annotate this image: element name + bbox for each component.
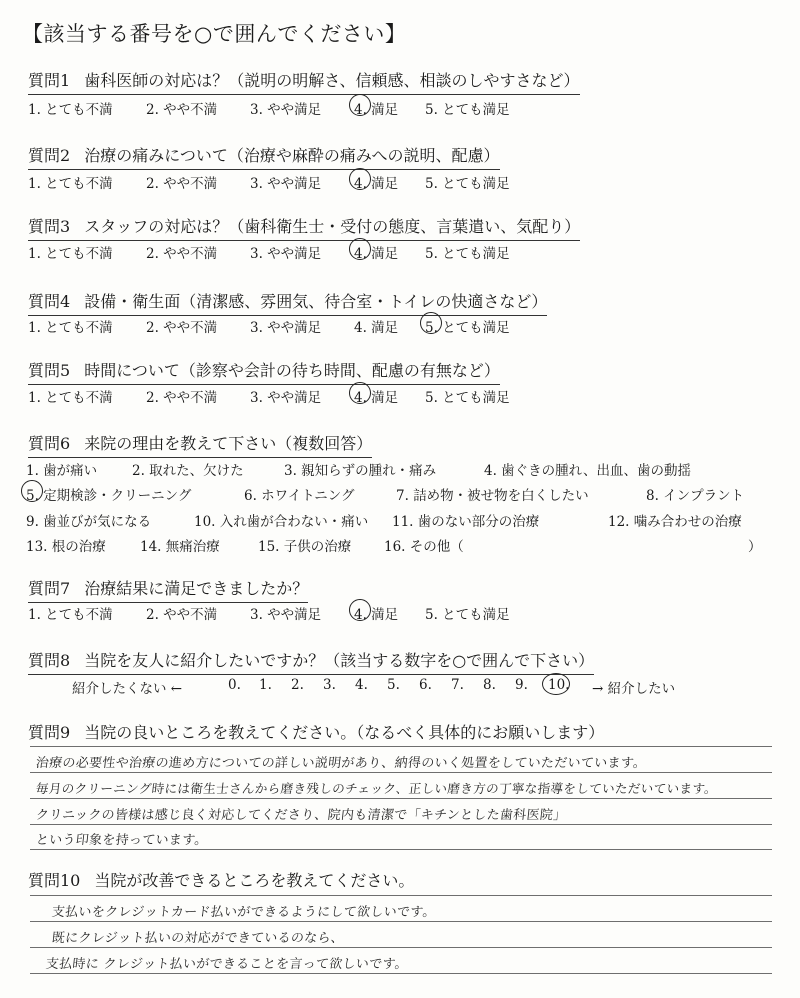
q8-scale-7[interactable]: 7. (451, 677, 464, 693)
q8-scale-1[interactable]: 1. (259, 677, 272, 693)
q3-option-5[interactable]: 5. とても満足 (425, 246, 510, 262)
q3-option-1[interactable]: 1. とても不満 (28, 246, 113, 262)
q6-option-13[interactable]: 13. 根の治療 (26, 539, 106, 555)
q6-option-9[interactable]: 9. 歯並びが気になる (26, 514, 152, 530)
q8-scale-0[interactable]: 0. (228, 677, 241, 693)
q10-title: 質問10 当院が改善できるところを教えてください。 (28, 871, 415, 890)
selection-circle (542, 673, 570, 695)
q9-answer-line-1: 治療の必要性や治療の進め方についての詳しい説明があり、納得のいく処置をしていただいています。 (35, 756, 648, 771)
q8-left-label: 紹介したくない ← (72, 681, 183, 697)
q4-option-2[interactable]: 2. やや不満 (146, 320, 218, 336)
q6-row-2 (26, 484, 786, 504)
q8-title: 質問8 当院を友人に紹介したいですか？（該当する数字を○で囲んで下さい） (28, 648, 594, 675)
q6-option-5[interactable]: 5. 定期検診・クリーニング (26, 484, 191, 504)
q10-answer-line-3: 支払時に クレジット払いができることを言って欲しいです。 (45, 957, 409, 972)
answer-line (30, 973, 772, 974)
q2-option-1[interactable]: 1. とても不満 (28, 176, 113, 192)
q7-option-1[interactable]: 1. とても不満 (28, 607, 113, 623)
q3-option-4[interactable]: 4. 満足 (354, 242, 398, 262)
selection-circle (420, 312, 442, 334)
q5-option-1[interactable]: 1. とても不満 (28, 390, 113, 406)
answer-line (30, 895, 772, 896)
q10-answer-line-1: 支払いをクレジットカード払いができるようにして欲しいです。 (51, 905, 437, 920)
q7-option-3[interactable]: 3. やや満足 (250, 607, 322, 623)
q8-scale-8[interactable]: 8. (483, 677, 496, 693)
q2-option-3[interactable]: 3. やや満足 (250, 176, 322, 192)
q1-option-2[interactable]: 2. やや不満 (146, 102, 218, 118)
q6-title: 質問6 来院の理由を教えて下さい（複数回答） (28, 431, 372, 458)
q9-answer-line-2: 毎月のクリーニング時には衛生士さんから磨き残しのチェック、正しい磨き方の丁寧な指導をしていただいています。 (35, 781, 718, 796)
q5-option-3[interactable]: 3. やや満足 (250, 390, 322, 406)
q2-option-4[interactable]: 4. 満足 (354, 172, 398, 192)
q1-option-1[interactable]: 1. とても不満 (28, 102, 113, 118)
q1-option-5[interactable]: 5. とても満足 (425, 102, 510, 118)
q1-option-3[interactable]: 3. やや満足 (250, 102, 322, 118)
q4-option-4[interactable]: 4. 満足 (354, 320, 399, 336)
q7-option-4[interactable]: 4. 満足 (354, 603, 398, 623)
q6-option-16[interactable]: 16. その他（ (384, 539, 464, 555)
answer-line (30, 746, 772, 747)
selection-circle (349, 94, 371, 116)
answer-line (30, 772, 772, 773)
q8-scale (72, 677, 712, 697)
answer-line (30, 921, 772, 922)
q2-options (28, 172, 588, 192)
q3-option-3[interactable]: 3. やや満足 (250, 246, 322, 262)
q8-scale-5[interactable]: 5. (387, 677, 400, 693)
selection-circle (349, 238, 371, 260)
q5-option-2[interactable]: 2. やや不満 (146, 390, 218, 406)
q1-title: 質問1 歯科医師の対応は？（説明の明解さ、信頼感、相談のしやすさなど） (28, 68, 580, 95)
q6-row-4 (26, 535, 786, 555)
q6-other-close-paren: ） (748, 539, 762, 555)
q8-right-label: → 紹介したい (592, 681, 676, 697)
q1-options (28, 98, 588, 118)
selection-circle (349, 168, 371, 190)
q6-option-4[interactable]: 4. 歯ぐきの腫れ、出血、歯の動揺 (484, 463, 691, 479)
q9-answer-line-3: クリニックの皆様は感じ良く対応してくださり、院内も清潔で「キチンとした歯科医院」 (35, 808, 568, 823)
q6-option-3[interactable]: 3. 親知らずの腫れ・痛み (284, 463, 437, 479)
q5-options (28, 386, 588, 406)
q6-option-15[interactable]: 15. 子供の治療 (258, 539, 352, 555)
q8-scale-2[interactable]: 2. (291, 677, 304, 693)
q1-option-4[interactable]: 4. 満足 (354, 98, 398, 118)
q4-option-5[interactable]: 5. とても満足 (425, 316, 510, 336)
answer-line (30, 947, 772, 948)
q4-option-1[interactable]: 1. とても不満 (28, 320, 113, 336)
q7-option-2[interactable]: 2. やや不満 (146, 607, 218, 623)
q7-title: 質問7 治療結果に満足できましたか？ (28, 576, 308, 603)
q6-option-1[interactable]: 1. 歯が痛い (26, 463, 98, 479)
answer-line (30, 849, 772, 850)
q5-option-5[interactable]: 5. とても満足 (425, 390, 510, 406)
q3-title: 質問3 スタッフの対応は？（歯科衛生士・受付の態度、言葉遣い、気配り） (28, 214, 580, 241)
q7-option-5[interactable]: 5. とても満足 (425, 607, 510, 623)
q8-scale-6[interactable]: 6. (419, 677, 432, 693)
answer-line (30, 824, 772, 825)
selection-circle (21, 480, 43, 502)
q6-option-8[interactable]: 8. インプラント (646, 488, 745, 504)
q9-title: 質問9 当院の良いところを教えてください。（なるべく具体的にお願いします） (28, 723, 605, 742)
q4-title: 質問4 設備・衛生面（清潔感、雰囲気、待合室・トイレの快適さなど） (28, 289, 547, 316)
q6-option-12[interactable]: 12. 噛み合わせの治療 (608, 514, 742, 530)
q8-scale-3[interactable]: 3. (323, 677, 336, 693)
q8-scale-10[interactable]: 10. (548, 677, 569, 693)
q6-row-3 (26, 510, 796, 530)
q10-answer-line-2: 既にクレジット払いの対応ができているのなら、 (51, 931, 345, 946)
q3-options (28, 242, 588, 262)
q7-options (28, 603, 588, 623)
q8-scale-9[interactable]: 9. (515, 677, 528, 693)
q6-option-11[interactable]: 11. 歯のない部分の治療 (392, 514, 540, 530)
q6-option-14[interactable]: 14. 無痛治療 (140, 539, 220, 555)
q6-row-1 (26, 459, 786, 479)
q2-option-2[interactable]: 2. やや不満 (146, 176, 218, 192)
q9-answer-line-4: という印象を持っています。 (35, 833, 209, 848)
q8-scale-4[interactable]: 4. (355, 677, 368, 693)
q6-option-6[interactable]: 6. ホワイトニング (244, 488, 355, 504)
selection-circle (349, 382, 371, 404)
q3-option-2[interactable]: 2. やや不満 (146, 246, 218, 262)
q6-option-10[interactable]: 10. 入れ歯が合わない・痛い (194, 514, 369, 530)
q4-option-3[interactable]: 3. やや満足 (250, 320, 322, 336)
q4-options (28, 316, 588, 336)
q6-option-7[interactable]: 7. 詰め物・被せ物を白くしたい (396, 488, 589, 504)
selection-circle (349, 599, 371, 621)
q6-option-2[interactable]: 2. 取れた、欠けた (132, 463, 244, 479)
q2-option-5[interactable]: 5. とても満足 (425, 176, 510, 192)
q2-title: 質問2 治療の痛みについて（治療や麻酔の痛みへの説明、配慮） (28, 143, 500, 170)
answer-line (30, 798, 772, 799)
q5-title: 質問5 時間について（診察や会計の待ち時間、配慮の有無など） (28, 358, 500, 385)
q5-option-4[interactable]: 4. 満足 (354, 386, 398, 406)
form-header: 【該当する番号を○で囲んでください】 (22, 22, 407, 46)
